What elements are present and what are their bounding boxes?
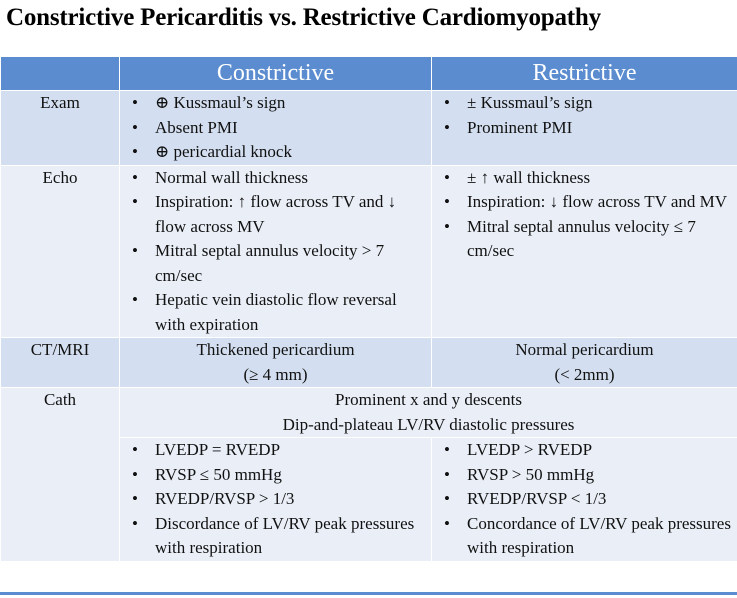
- row-label-cath: Cath: [1, 388, 120, 562]
- ctmri-restrictive-line1: Normal pericardium: [515, 340, 654, 359]
- header-row: [1, 57, 737, 91]
- list-item: • Inspiration: ↑ flow across TV and ↓ flow across MV: [132, 190, 431, 239]
- list-item: • ⊕ Kussmaul’s sign: [132, 91, 431, 116]
- cath-restrictive-cell: [432, 438, 737, 562]
- cath-shared-line1: Prominent x and y descents: [335, 390, 522, 409]
- ctmri-constrictive-cell: [120, 338, 432, 388]
- list-item: • LVEDP = RVEDP: [132, 438, 431, 463]
- row-ctmri: [1, 338, 737, 388]
- list-item: • Hepatic vein diastolic flow reversal with expiration: [132, 288, 431, 337]
- header-constrictive: Constrictive: [120, 57, 432, 91]
- header-blank: [1, 57, 120, 91]
- row-label-exam: Exam: [1, 91, 120, 166]
- page-title: Constrictive Pericarditis vs. Restrictive Cardiomyopathy: [6, 4, 601, 31]
- list-item: • Concordance of LV/RV peak pressures with respiration: [444, 512, 737, 561]
- echo-constrictive-cell: [120, 165, 432, 338]
- list-item: • Mitral septal annulus velocity > 7 cm/sec: [132, 239, 431, 288]
- list-item: • RVEDP/RVSP > 1/3: [132, 487, 431, 512]
- list-item: • RVSP > 50 mmHg: [444, 463, 737, 488]
- echo-restrictive-cell: [432, 165, 737, 338]
- row-exam: [1, 91, 737, 166]
- ctmri-restrictive-line2: (< 2mm): [554, 364, 615, 384]
- list-item: • Mitral septal annulus velocity ≤ 7 cm/sec: [444, 215, 737, 264]
- list-item: • Inspiration: ↓ flow across TV and MV: [444, 190, 737, 215]
- ctmri-constrictive-line1: Thickened pericardium: [196, 340, 355, 359]
- cath-constrictive-cell: [120, 438, 432, 562]
- list-item: • Normal wall thickness: [132, 166, 431, 191]
- list-item: • ⊕ pericardial knock: [132, 140, 431, 165]
- list-item: • Prominent PMI: [444, 116, 737, 141]
- list-item: • Discordance of LV/RV peak pressures with respiration: [132, 512, 431, 561]
- bottom-divider: [0, 592, 737, 595]
- exam-restrictive-cell: [432, 91, 737, 166]
- list-item: • ± ↑ wall thickness: [444, 166, 737, 191]
- list-item: • RVSP ≤ 50 mmHg: [132, 463, 431, 488]
- row-cath-shared: [1, 388, 737, 438]
- row-echo: [1, 165, 737, 338]
- header-restrictive: Restrictive: [432, 57, 737, 91]
- ctmri-restrictive-cell: [432, 338, 737, 388]
- ctmri-constrictive-line2: (≥ 4 mm): [243, 364, 308, 384]
- list-item: • Absent PMI: [132, 116, 431, 141]
- cath-shared-line2: Dip-and-plateau LV/RV diastolic pressures: [282, 414, 575, 434]
- cath-shared-cell: [120, 388, 737, 438]
- comparison-table: [0, 56, 737, 562]
- exam-constrictive-cell: [120, 91, 432, 166]
- list-item: • LVEDP > RVEDP: [444, 438, 737, 463]
- list-item: • ± Kussmaul’s sign: [444, 91, 737, 116]
- list-item: • RVEDP/RVSP < 1/3: [444, 487, 737, 512]
- row-label-echo: Echo: [1, 165, 120, 338]
- row-label-ctmri: CT/MRI: [1, 338, 120, 388]
